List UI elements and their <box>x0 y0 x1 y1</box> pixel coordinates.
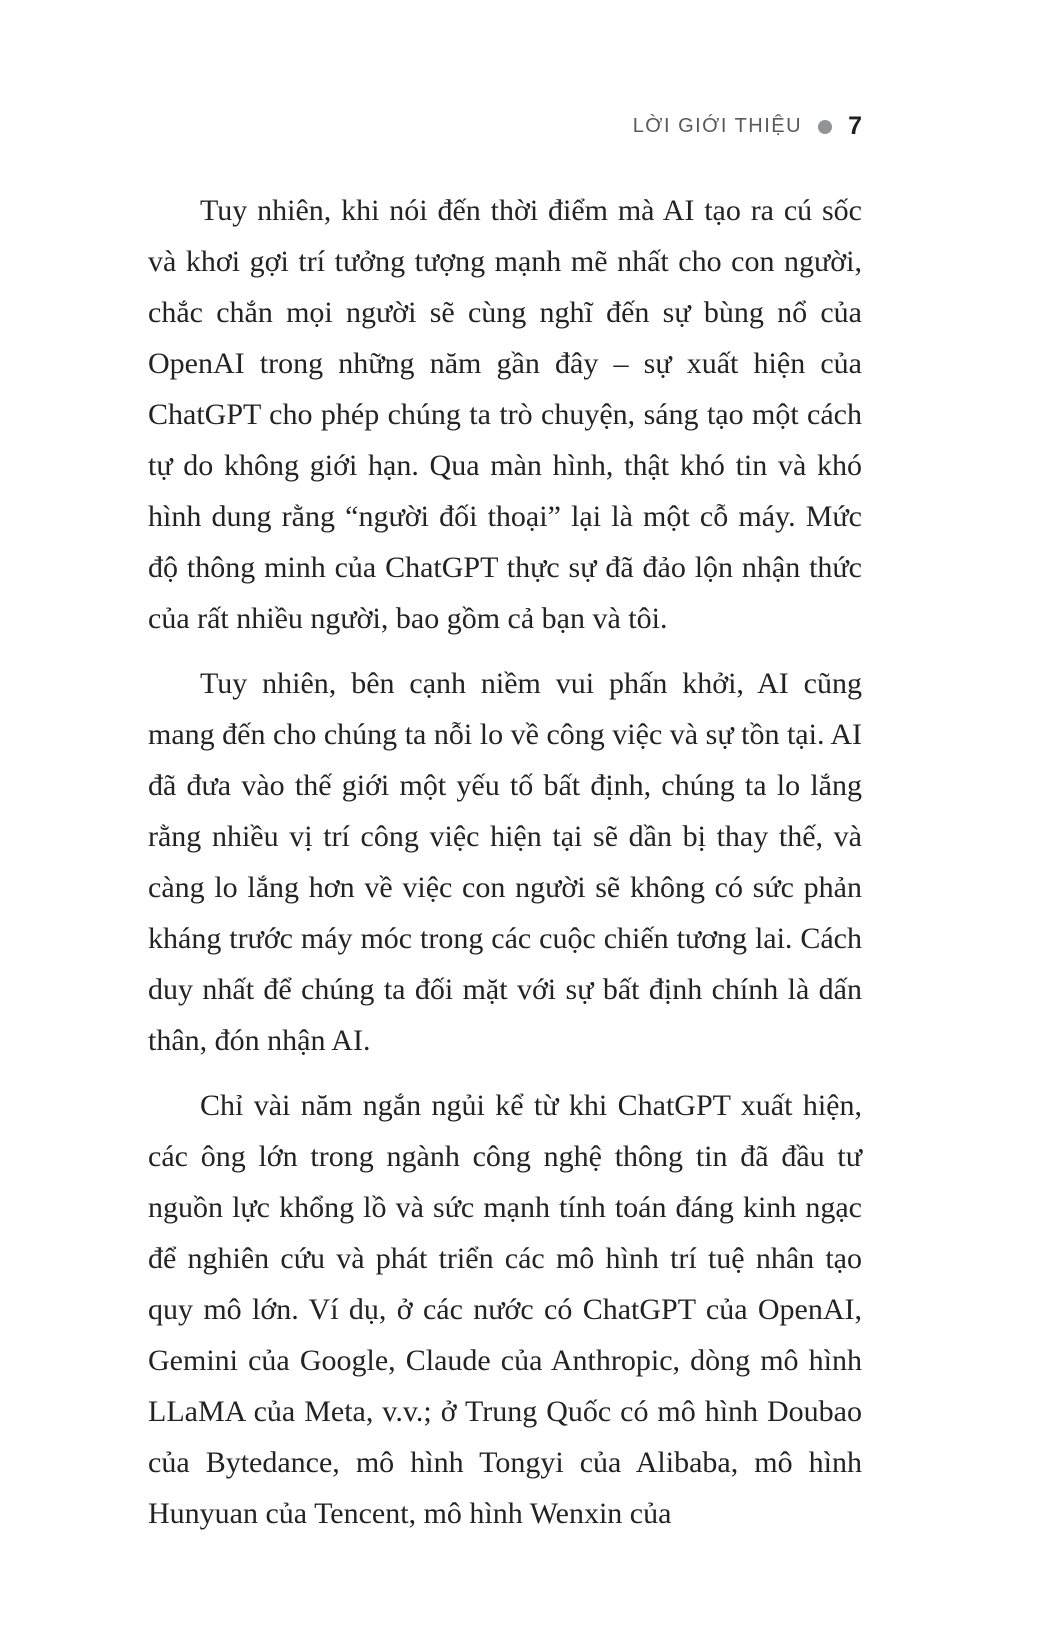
paragraph: Tuy nhiên, khi nói đến thời điểm mà AI tạo ra cú sốc và khơi gợi trí tưởng tượng mạnh mẽ nhất cho con người, chắc chắn mọi người sẽ cùng nghĩ đến sự bùng nổ của OpenAI trong những năm gần đây – sự xuất hiện của ChatGPT cho phép chúng ta trò chuyện, sáng tạo một cách tự do không giới hạn. Qua màn hình, thật khó tin và khó hình dung rằng “người đối thoại” lại là một cỗ máy. Mức độ thông minh của ChatGPT thực sự đã đảo lộn nhận thức của rất nhiều người, bao gồm cả bạn và tôi. <box>148 194 862 635</box>
page-header <box>148 112 862 141</box>
page-number: 7 <box>848 112 862 140</box>
running-head-title: LỜI GIỚI THIỆU <box>632 115 803 137</box>
paragraph: Chỉ vài năm ngắn ngủi kể từ khi ChatGPT xuất hiện, các ông lớn trong ngành công nghệ thông tin đã đầu tư nguồn lực khổng lồ và sức mạnh tính toán đáng kinh ngạc để nghiên cứu và phát triển các mô hình trí tuệ nhân tạo quy mô lớn. Ví dụ, ở các nước có ChatGPT của OpenAI, Gemini của Google, Claude của Anthropic, dòng mô hình LLaMA của Meta, v.v.; ở Trung Quốc có mô hình Doubao của Bytedance, mô hình Tongyi của Alibaba, mô hình Hunyuan của Tencent, mô hình Wenxin của <box>148 1089 862 1530</box>
paragraph: Tuy nhiên, bên cạnh niềm vui phấn khởi, AI cũng mang đến cho chúng ta nỗi lo về công việc và sự tồn tại. AI đã đưa vào thế giới một yếu tố bất định, chúng ta lo lắng rằng nhiều vị trí công việc hiện tại sẽ dần bị thay thế, và càng lo lắng hơn về việc con người sẽ không có sức phản kháng trước máy móc trong các cuộc chiến tương lai. Cách duy nhất để chúng ta đối mặt với sự bất định chính là dấn thân, đón nhận AI. <box>148 667 862 1057</box>
page-body <box>148 185 862 1539</box>
bullet-dot-icon <box>818 120 832 134</box>
